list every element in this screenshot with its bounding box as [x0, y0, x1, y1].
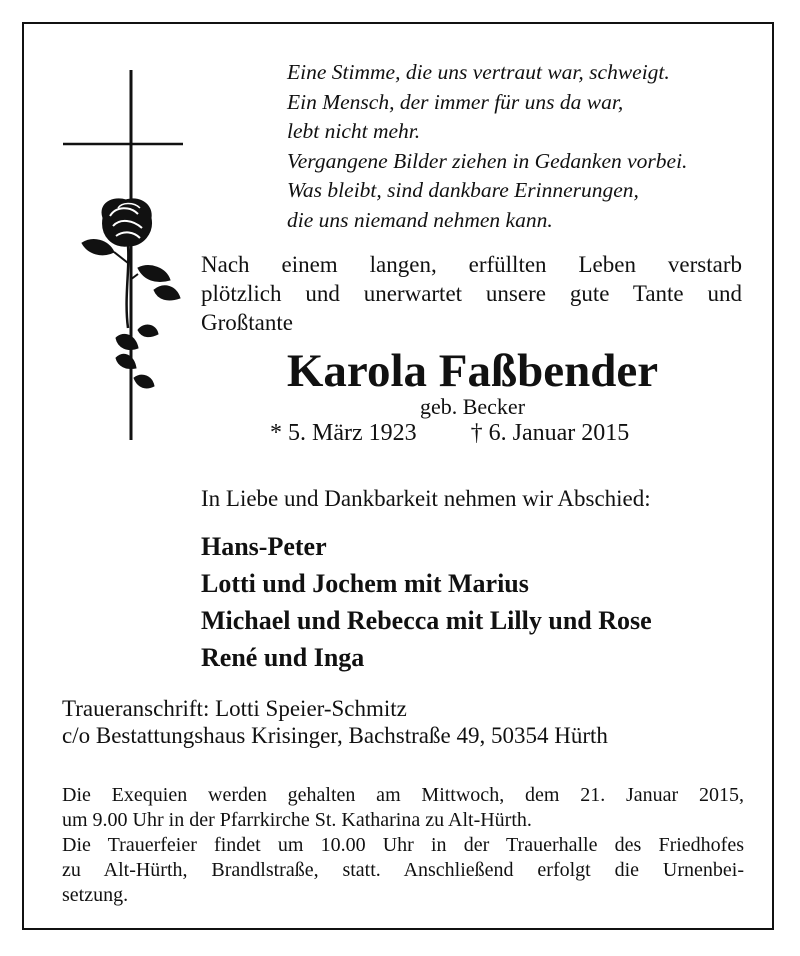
mourning-address — [62, 695, 608, 749]
intro-line: Nach einem langen, erfüllten Leben verstarb — [201, 252, 742, 277]
address-line: Traueranschrift: Lotti Speier-Schmitz — [62, 696, 407, 721]
mourner: Michael und Rebecca mit Lilly und Rose — [201, 606, 652, 635]
poem — [287, 58, 687, 235]
intro-line: Großtante — [201, 310, 293, 335]
farewell-text: In Liebe und Dankbarkeit nehmen wir Abschied: — [201, 486, 651, 511]
birth-name: geb. Becker — [419, 394, 526, 419]
mourners-list — [201, 528, 652, 676]
poem-line: die uns niemand nehmen kann. — [287, 207, 553, 232]
service-line: Die Exequien werden gehalten am Mittwoch, dem 21. Januar 2015, — [62, 784, 744, 806]
mourner: René und Inga — [201, 643, 365, 672]
mourner: Lotti und Jochem mit Marius — [201, 569, 529, 598]
birth-date: * 5. März 1923 — [270, 420, 417, 446]
poem-line: Was bleibt, sind dankbare Erinnerungen, — [287, 178, 639, 202]
service-line: zu Alt-Hürth, Brandlstraße, statt. Anschließend erfolgt die Urnenbei- — [62, 859, 744, 881]
intro-line: plötzlich und unerwartet unsere gute Tante und — [201, 281, 742, 306]
life-dates — [270, 420, 629, 447]
poem-line: Ein Mensch, der immer für uns da war, — [287, 89, 624, 114]
poem-line: lebt nicht mehr. — [287, 119, 421, 143]
intro-text — [201, 250, 742, 337]
poem-line: Eine Stimme, die uns vertraut war, schweigt. — [287, 60, 670, 84]
service-line: setzung. — [62, 884, 129, 906]
service-line: um 9.00 Uhr in der Pfarrkirche St. Katharina zu Alt-Hürth. — [62, 809, 532, 831]
address-line: c/o Bestattungshaus Krisinger, Bachstraße 49, 50354 Hürth — [62, 723, 608, 748]
service-line: Die Trauerfeier findet um 10.00 Uhr in der Trauerhalle des Friedhofes — [62, 834, 744, 856]
mourner: Hans-Peter — [201, 532, 327, 561]
death-date: † 6. Januar 2015 — [470, 420, 630, 446]
deceased-name: Karola Faßbender — [286, 345, 659, 397]
cross-with-rose-icon — [58, 68, 183, 443]
poem-line: Vergangene Bilder ziehen in Gedanken vorbei. — [287, 148, 688, 173]
service-details — [62, 783, 744, 908]
